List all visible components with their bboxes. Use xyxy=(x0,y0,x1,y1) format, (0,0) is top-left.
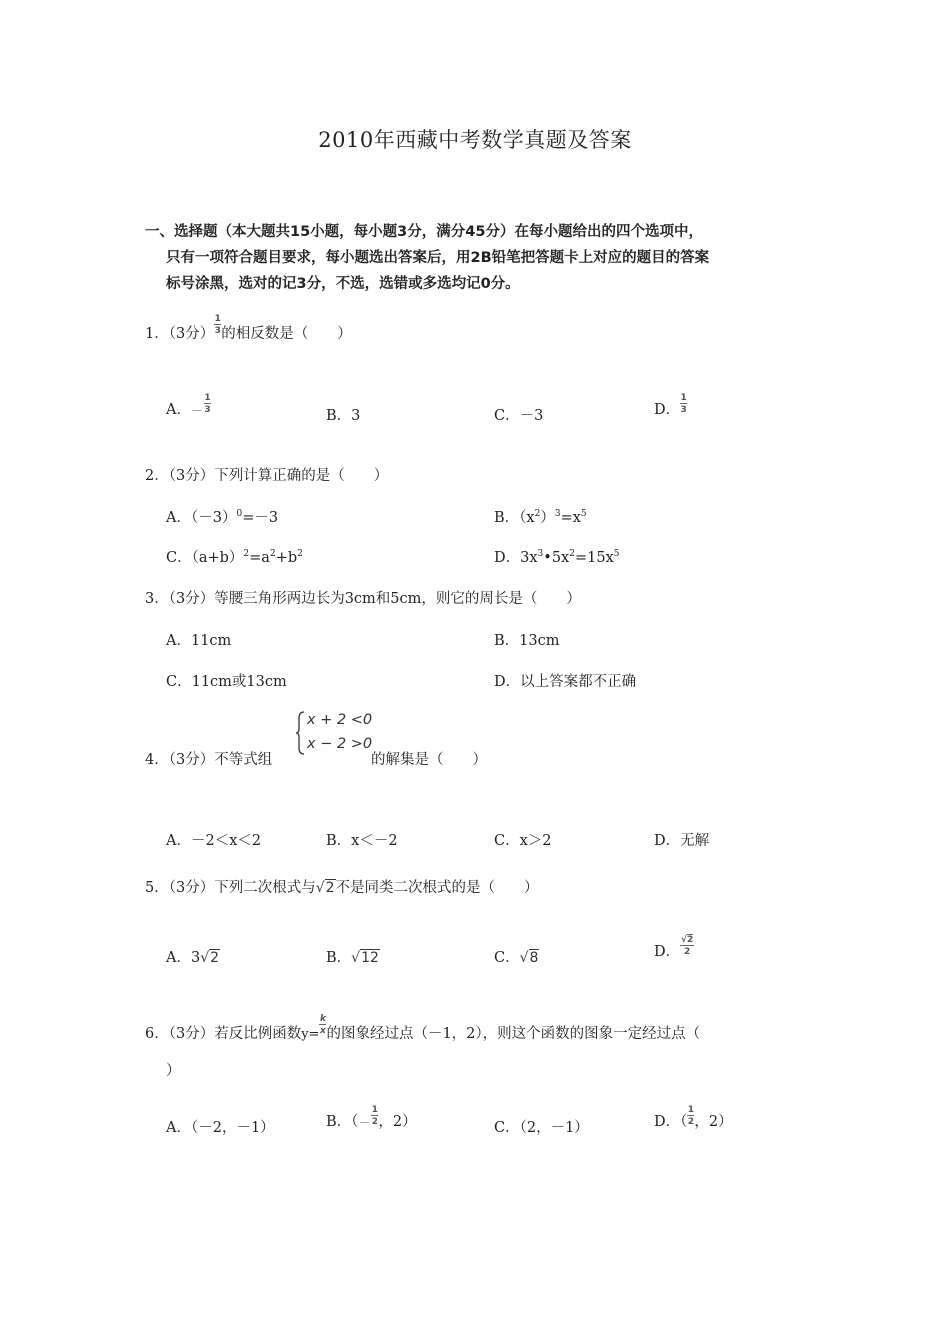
question-2-option-a[interactable]: A．$(-3)^0=-3$ xyxy=(166,509,279,526)
question-2-option-c[interactable]: C．$(a+b)^2=a^2+b^2$ xyxy=(166,549,303,566)
question-1-fraction: $\frac{1}{3}$ xyxy=(214,314,221,336)
question-5-option-d[interactable]: D． $\frac{√2}{2}$ xyxy=(654,935,694,960)
question-1-option-c[interactable]: C．－3 xyxy=(494,408,544,424)
page-title: 2010年西藏中考数学真题及答案 xyxy=(318,128,632,152)
question-4-option-c[interactable]: C．x＞2 xyxy=(494,833,552,849)
section-instructions-line2: 只有一项符合题目要求，每小题选出答案后，用2B铅笔把答题卡上对应的题目的答案 xyxy=(166,250,710,266)
question-5-option-b[interactable]: B．√12 xyxy=(326,950,379,966)
brace-icon xyxy=(296,710,306,756)
section-instructions-line1: 一、选择题（本大题共15小题，每小题3分，满分45分）在每小题给出的四个选项中， xyxy=(145,224,703,240)
question-4-suffix: 的解集是（ ） xyxy=(371,752,487,768)
sqrt-icon: √2 xyxy=(200,950,220,966)
question-6-stem: 6．（3分）若反比例函数y= $\frac{k}{x}$ 的图象经过点（－1，2），则这个函数的图象一定经过点（ xyxy=(145,1014,701,1042)
option-d-fraction: $\frac{1}{3}$ xyxy=(680,393,687,415)
question-4-option-a[interactable]: A．－2＜x＜2 xyxy=(166,833,262,849)
sqrt-icon: √2 xyxy=(315,880,335,896)
section-instructions-line3: 标号涂黑，选对的记3分，不选，选错或多选均记0分。 xyxy=(166,276,520,292)
question-2-stem: 2．（3分）下列计算正确的是（ ） xyxy=(145,468,389,484)
inequality-line-1: x + 2 <0 xyxy=(307,712,373,728)
option-d-fraction: $\frac{√2}{2}$ xyxy=(681,935,694,957)
question-4-prefix: 4．（3分）不等式组 xyxy=(145,752,273,768)
sqrt-icon: √8 xyxy=(519,950,539,966)
question-5-option-c[interactable]: C．√8 xyxy=(494,950,539,966)
sqrt-icon: √12 xyxy=(351,950,379,966)
question-5-option-a[interactable]: A．3√2 xyxy=(166,950,220,966)
question-6-option-b[interactable]: B．（－ $\frac{1}{2}$ ，2） xyxy=(326,1105,417,1130)
question-4-option-d[interactable]: D．无解 xyxy=(654,833,710,849)
question-1-stem xyxy=(145,314,352,345)
question-3-option-a[interactable]: A．11cm xyxy=(166,633,232,649)
question-1-suffix: 的相反数是（ ） xyxy=(221,326,352,342)
question-5-stem: 5．（3分）下列二次根式与√2不是同类二次根式的是（ ） xyxy=(145,880,539,896)
question-1-option-a[interactable]: A．－ $\frac{1}{3}$ xyxy=(166,393,211,418)
question-3-option-c[interactable]: C．11cm或13cm xyxy=(166,674,287,690)
option-a-fraction: $\frac{1}{3}$ xyxy=(204,393,211,415)
question-1-option-b[interactable]: B．3 xyxy=(326,408,361,424)
question-3-option-b[interactable]: B．13cm xyxy=(494,633,560,649)
question-2-option-d[interactable]: D．$3x^3•5x^2=15x^5$ xyxy=(494,549,620,566)
question-6-option-d[interactable]: D．（ $\frac{1}{2}$ ，2） xyxy=(654,1105,733,1130)
question-6-fraction: $\frac{k}{x}$ xyxy=(319,1014,326,1036)
question-3-option-d[interactable]: D．以上答案都不正确 xyxy=(494,674,637,690)
question-1-prefix: 1．（3分） xyxy=(145,326,215,342)
question-6-option-c[interactable]: C．（2，－1） xyxy=(494,1120,589,1136)
question-1-option-d[interactable]: D． $\frac{1}{3}$ xyxy=(654,393,687,418)
question-6-stem-continuation: ） xyxy=(166,1063,181,1079)
question-2-option-b[interactable]: B．$(x^2)^3=x^5$ xyxy=(494,509,587,526)
inequality-line-2: x − 2 >0 xyxy=(307,736,373,752)
question-3-stem: 3．（3分）等腰三角形两边长为3cm和5cm，则它的周长是（ ） xyxy=(145,591,581,607)
sqrt-icon: √ xyxy=(681,935,688,945)
question-6-option-a[interactable]: A．（－2，－1） xyxy=(166,1120,275,1136)
question-4-option-b[interactable]: B．x＜－2 xyxy=(326,833,398,849)
